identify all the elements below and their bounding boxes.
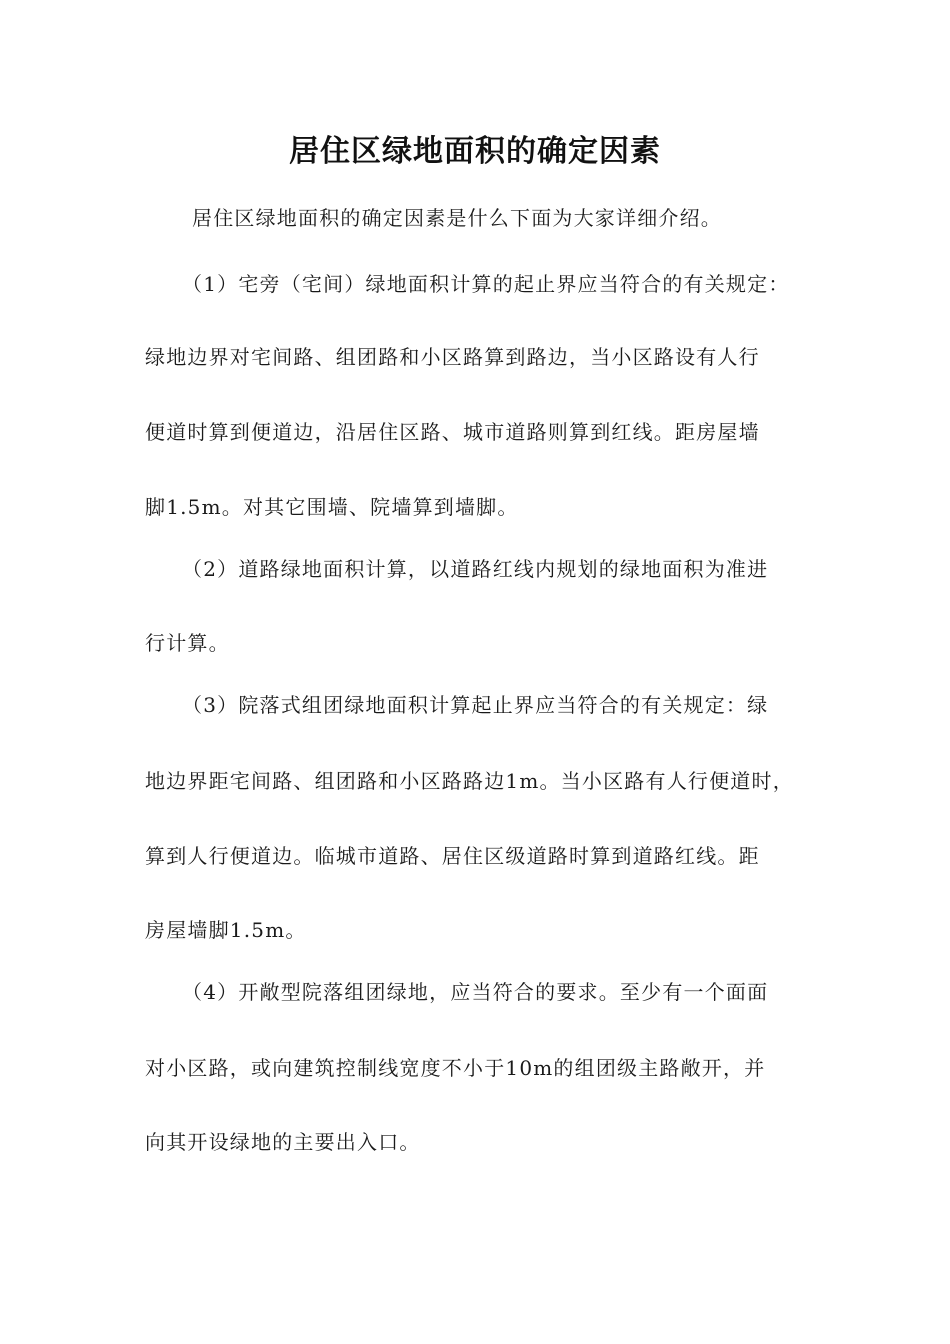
paragraph-3-line-3: 算到人行便道边。临城市道路、居住区级道路时算到道路红线。距 [145,844,760,868]
paragraph-1-line-2: 绿地边界对宅间路、组团路和小区路算到路边，当小区路设有人行 [145,345,760,369]
paragraph-1-line-3: 便道时算到便道边，沿居住区路、城市道路则算到红线。距房屋墙 [145,420,760,444]
document-title: 居住区绿地面积的确定因素 [289,134,661,169]
paragraph-3-line-1: （3）院落式组团绿地面积计算起止界应当符合的有关规定：绿 [182,693,769,717]
paragraph-4-line-2: 对小区路，或向建筑控制线宽度不小于10m的组团级主路敞开，并 [145,1056,766,1080]
intro-paragraph: 居住区绿地面积的确定因素是什么下面为大家详细介绍。 [192,206,722,230]
paragraph-4-line-1: （4）开敞型院落组团绿地，应当符合的要求。至少有一个面面 [182,980,769,1004]
paragraph-4-line-3: 向其开设绿地的主要出入口。 [145,1130,421,1154]
paragraph-1-line-1: （1）宅旁（宅间）绿地面积计算的起止界应当符合的有关规定： [182,272,790,296]
paragraph-2-line-2: 行计算。 [145,631,230,655]
paragraph-3-line-4: 房屋墙脚1.5m。 [145,918,307,942]
paragraph-1-line-4: 脚1.5m。对其它围墙、院墙算到墙脚。 [145,495,519,519]
paragraph-3-line-2: 地边界距宅间路、组团路和小区路路边1m。当小区路有人行便道时， [145,769,794,793]
paragraph-2-line-1: （2）道路绿地面积计算，以道路红线内规划的绿地面积为准进 [182,557,769,581]
